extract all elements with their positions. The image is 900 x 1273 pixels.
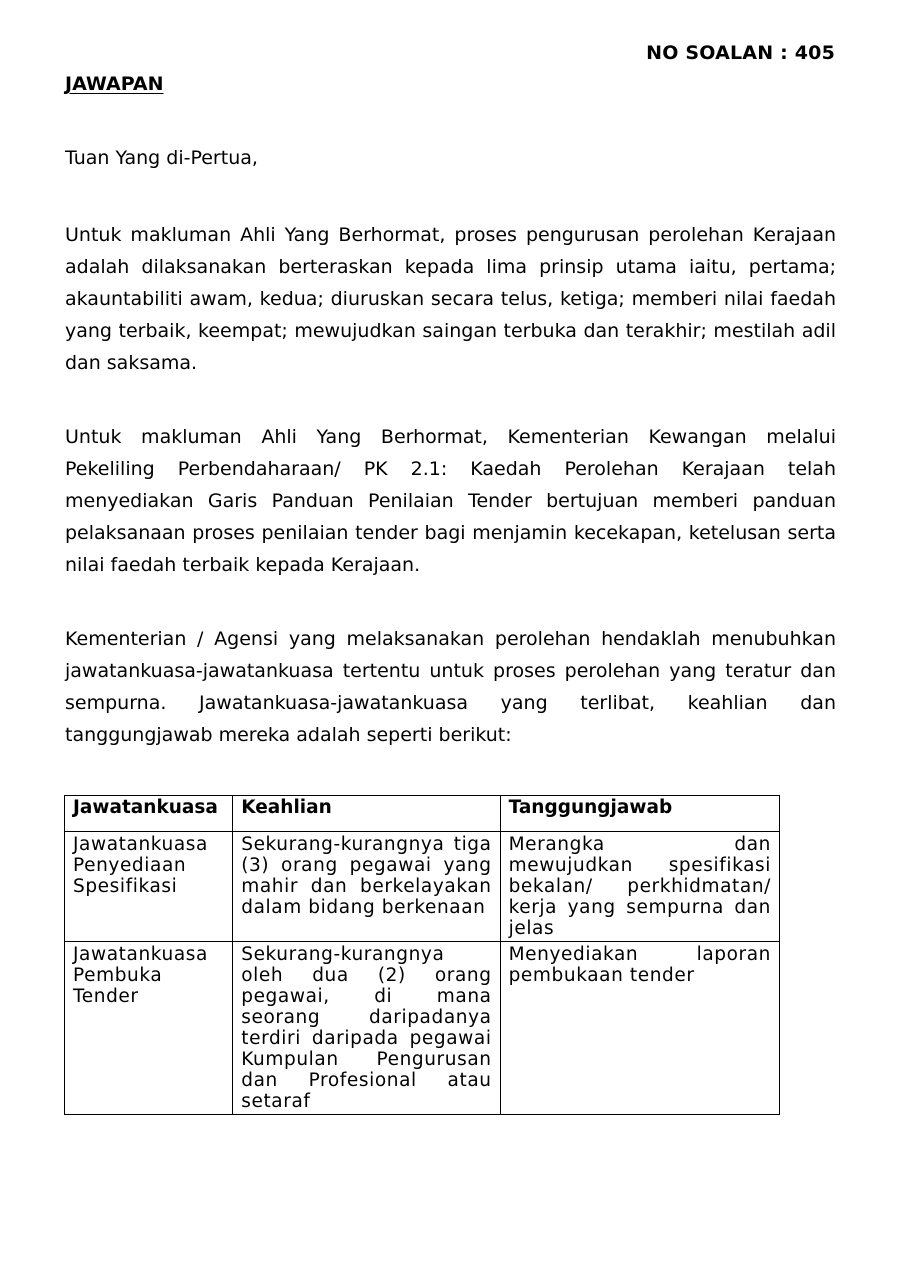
answer-heading: JAWAPAN (65, 73, 164, 95)
table-cell-committee: Jawatankuasa Penyediaan Spesifikasi (65, 832, 233, 942)
paragraph-committees: Kementerian / Agensi yang melaksanakan perolehan hendaklah menubuhkan jawatankuasa-jawatankuasa tertentu untuk proses perolehan yang teratur dan sempurna. Jawatankuasa-jawatankuasa yang terlibat, keahlian dan tanggungjawab mereka adalah seperti berikut: (65, 628, 836, 746)
committee-table (64, 795, 780, 1115)
table-cell-responsibility: Menyediakan laporan pembukaan tender (500, 942, 779, 1115)
column-header-committee: Jawatankuasa (65, 796, 233, 832)
question-number: NO SOALAN : 405 (646, 42, 835, 64)
table-row (65, 942, 780, 1115)
column-header-responsibility: Tanggungjawab (500, 796, 779, 832)
table-row (65, 832, 780, 942)
salutation: Tuan Yang di-Pertua, (65, 147, 258, 169)
table-cell-responsibility: Merangka dan mewujudkan spesifikasi bekalan/ perkhidmatan/ kerja yang sempurna dan jelas (500, 832, 779, 942)
column-header-membership: Keahlian (233, 796, 500, 832)
paragraph-guidelines: Untuk makluman Ahli Yang Berhormat, Kementerian Kewangan melalui Pekeliling Perbendaharaan/ PK 2.1: Kaedah Perolehan Kerajaan telah menyediakan Garis Panduan Penilaian Tender bertujuan memberi panduan pelaksanaan proses penilaian tender bagi menjamin kecekapan, ketelusan serta nilai faedah terbaik kepada Kerajaan. (65, 426, 836, 576)
table-header-row (65, 796, 780, 832)
table-cell-membership: Sekurang-kurangnya oleh dua (2) orang pegawai, di mana seorang daripadanya terdiri daripada pegawai Kumpulan Pengurusan dan Profesional atau setaraf (233, 942, 500, 1115)
paragraph-principles: Untuk makluman Ahli Yang Berhormat, proses pengurusan perolehan Kerajaan adalah dilaksanakan berteraskan kepada lima prinsip utama iaitu, pertama; akauntabiliti awam, kedua; diuruskan secara telus, ketiga; memberi nilai faedah yang terbaik, keempat; mewujudkan saingan terbuka dan terakhir; mestilah adil dan saksama. (65, 224, 836, 374)
table-cell-committee: Jawatankuasa Pembuka Tender (65, 942, 233, 1115)
table-cell-membership: Sekurang-kurangnya tiga (3) orang pegawai yang mahir dan berkelayakan dalam bidang berkenaan (233, 832, 500, 942)
